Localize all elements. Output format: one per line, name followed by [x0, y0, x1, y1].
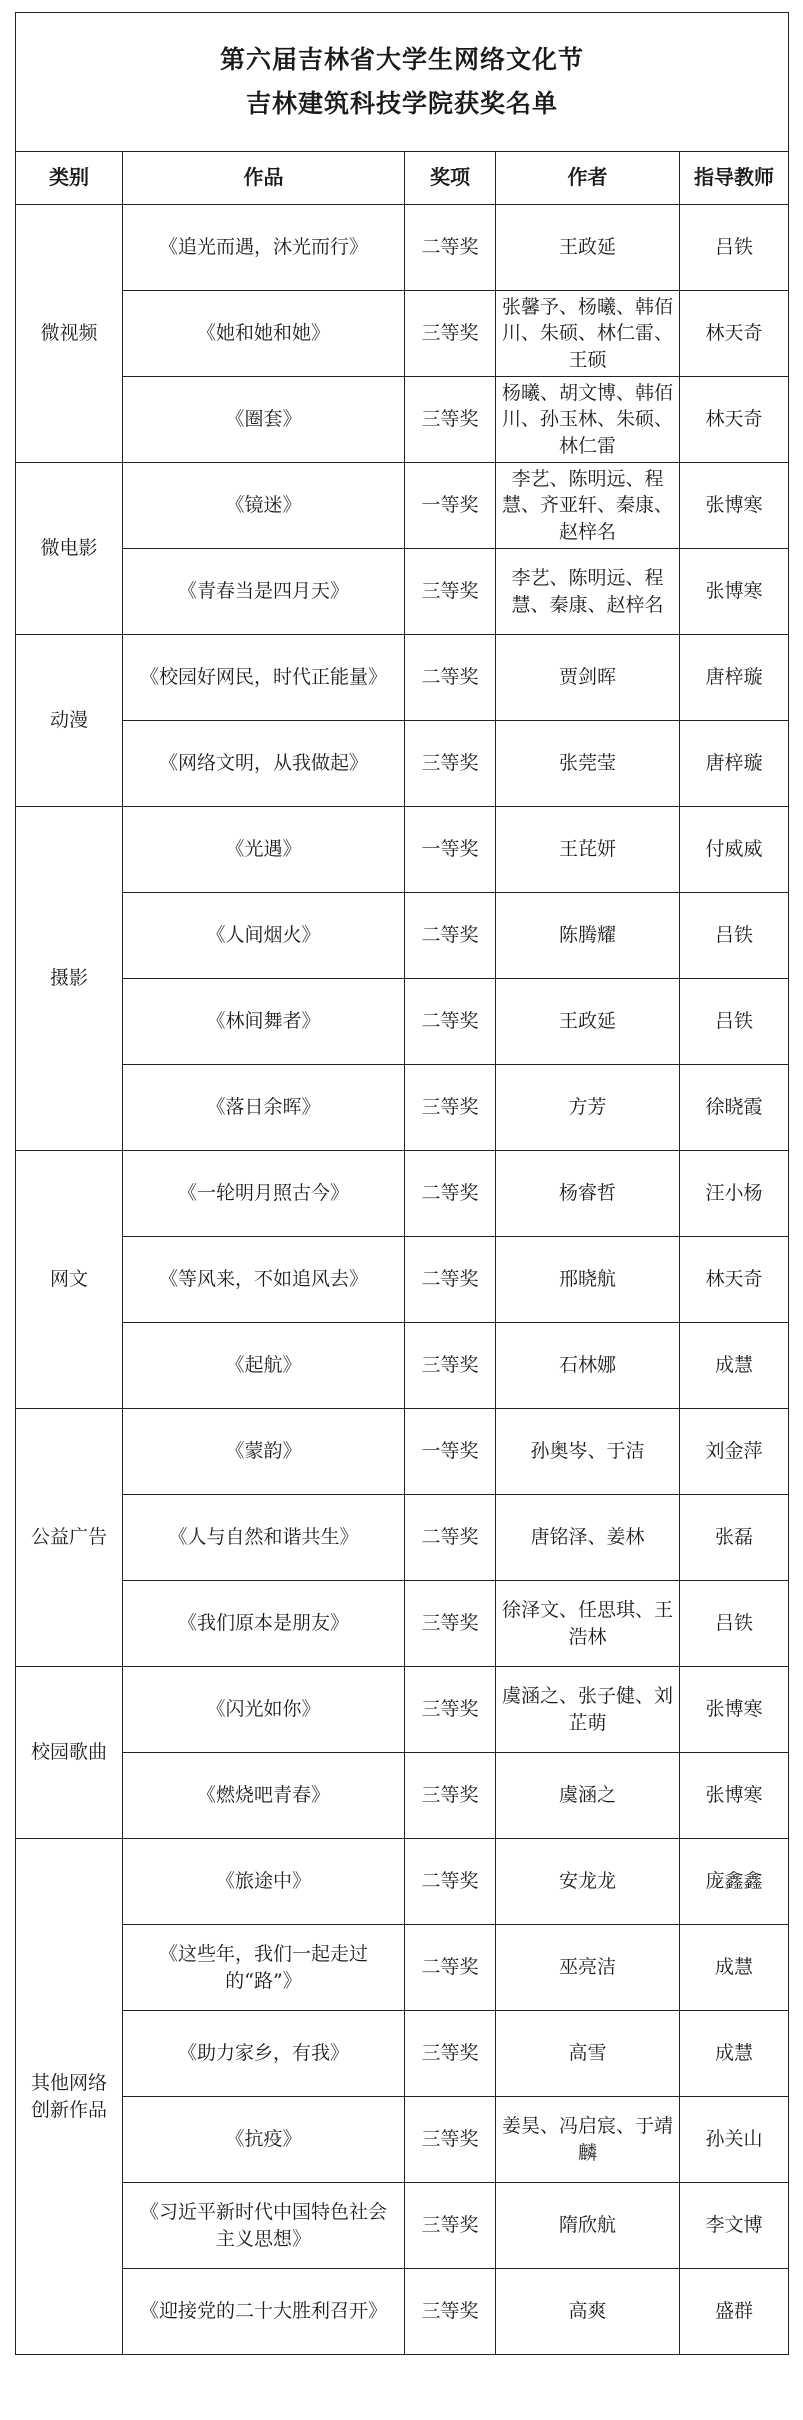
author-cell: 徐泽文、任思琪、王浩林 [496, 1581, 680, 1667]
title-line-2: 吉林建筑科技学院获奖名单 [246, 89, 559, 118]
author-cell: 杨曦、胡文博、韩佰川、孙玉林、朱硕、林仁雷 [496, 377, 680, 463]
teacher-cell: 盛群 [680, 2269, 789, 2355]
teacher-cell: 吕铁 [680, 893, 789, 979]
teacher-cell: 张博寒 [680, 549, 789, 635]
table-row [16, 549, 789, 635]
award-cell: 一等奖 [405, 463, 496, 549]
teacher-cell: 唐梓璇 [680, 721, 789, 807]
award-cell: 二等奖 [405, 635, 496, 721]
table-row [16, 979, 789, 1065]
category-cell: 微电影 [16, 463, 123, 635]
award-cell: 二等奖 [405, 205, 496, 291]
award-cell: 二等奖 [405, 893, 496, 979]
award-cell: 三等奖 [405, 1753, 496, 1839]
work-cell: 《追光而遇，沐光而行》 [123, 205, 405, 291]
teacher-cell: 林天奇 [680, 291, 789, 377]
author-cell: 虞涵之 [496, 1753, 680, 1839]
work-cell: 《助力家乡，有我》 [123, 2011, 405, 2097]
table-row [16, 721, 789, 807]
work-cell: 《她和她和她》 [123, 291, 405, 377]
table-row [16, 205, 789, 291]
table-row [16, 2097, 789, 2183]
table-row [16, 2183, 789, 2269]
table-header-row [16, 152, 789, 205]
work-cell: 《抗疫》 [123, 2097, 405, 2183]
work-cell: 《青春当是四月天》 [123, 549, 405, 635]
teacher-cell: 林天奇 [680, 377, 789, 463]
table-row [16, 1495, 789, 1581]
author-cell: 李艺、陈明远、程 慧、秦康、赵梓名 [496, 549, 680, 635]
teacher-cell: 李文博 [680, 2183, 789, 2269]
table-row [16, 1753, 789, 1839]
table-row [16, 893, 789, 979]
author-cell: 虞涵之、张子健、刘芷萌 [496, 1667, 680, 1753]
table-row [16, 1581, 789, 1667]
author-cell: 张馨予、杨曦、韩佰川、朱硕、林仁雷、王硕 [496, 291, 680, 377]
table-row [16, 2269, 789, 2355]
author-cell: 贾剑晖 [496, 635, 680, 721]
table-row [16, 807, 789, 893]
teacher-cell: 成慧 [680, 1323, 789, 1409]
work-cell: 《圈套》 [123, 377, 405, 463]
category-cell: 微视频 [16, 205, 123, 463]
award-cell: 二等奖 [405, 1839, 496, 1925]
author-cell: 陈腾耀 [496, 893, 680, 979]
table-row [16, 2011, 789, 2097]
award-cell: 三等奖 [405, 549, 496, 635]
author-cell: 张莞莹 [496, 721, 680, 807]
work-cell: 《等风来，不如追风去》 [123, 1237, 405, 1323]
award-cell: 三等奖 [405, 1065, 496, 1151]
work-cell: 《我们原本是朋友》 [123, 1581, 405, 1667]
award-cell: 一等奖 [405, 1409, 496, 1495]
teacher-cell: 张磊 [680, 1495, 789, 1581]
author-cell: 李艺、陈明远、程 慧、齐亚轩、秦康、赵梓名 [496, 463, 680, 549]
award-cell: 三等奖 [405, 291, 496, 377]
category-cell: 其他网络创新作品 [16, 1839, 123, 2355]
work-cell: 《校园好网民，时代正能量》 [123, 635, 405, 721]
work-cell: 《蒙韵》 [123, 1409, 405, 1495]
author-cell: 邢晓航 [496, 1237, 680, 1323]
award-cell: 三等奖 [405, 2097, 496, 2183]
award-cell: 二等奖 [405, 979, 496, 1065]
table-row [16, 1409, 789, 1495]
work-cell: 《起航》 [123, 1323, 405, 1409]
teacher-cell: 孙关山 [680, 2097, 789, 2183]
table-row [16, 1151, 789, 1237]
author-cell: 杨睿哲 [496, 1151, 680, 1237]
teacher-cell: 张博寒 [680, 463, 789, 549]
award-table [15, 12, 789, 2355]
award-cell: 三等奖 [405, 1323, 496, 1409]
table-row [16, 1323, 789, 1409]
work-cell: 《网络文明，从我做起》 [123, 721, 405, 807]
award-cell: 二等奖 [405, 1151, 496, 1237]
award-list-document [15, 12, 788, 2355]
award-cell: 三等奖 [405, 1667, 496, 1753]
table-row [16, 1667, 789, 1753]
award-cell: 三等奖 [405, 721, 496, 807]
table-row [16, 1925, 789, 2011]
table-row [16, 1237, 789, 1323]
author-cell: 安龙龙 [496, 1839, 680, 1925]
author-cell: 王政延 [496, 205, 680, 291]
work-cell: 《旅途中》 [123, 1839, 405, 1925]
work-cell: 《一轮明月照古今》 [123, 1151, 405, 1237]
author-cell: 隋欣航 [496, 2183, 680, 2269]
header-author: 作者 [496, 152, 680, 205]
teacher-cell: 成慧 [680, 2011, 789, 2097]
table-row [16, 377, 789, 463]
award-cell: 三等奖 [405, 2269, 496, 2355]
teacher-cell: 唐梓璇 [680, 635, 789, 721]
table-body [16, 205, 789, 2355]
category-cell: 公益广告 [16, 1409, 123, 1667]
teacher-cell: 林天奇 [680, 1237, 789, 1323]
award-cell: 三等奖 [405, 1581, 496, 1667]
work-cell: 《习近平新时代中国特色社会主义思想》 [123, 2183, 405, 2269]
teacher-cell: 汪小杨 [680, 1151, 789, 1237]
category-cell: 动漫 [16, 635, 123, 807]
award-cell: 二等奖 [405, 1925, 496, 2011]
author-cell: 巫亮洁 [496, 1925, 680, 2011]
teacher-cell: 刘金萍 [680, 1409, 789, 1495]
table-row [16, 463, 789, 549]
author-cell: 方芳 [496, 1065, 680, 1151]
work-cell: 《光遇》 [123, 807, 405, 893]
work-cell: 《镜迷》 [123, 463, 405, 549]
work-cell: 《林间舞者》 [123, 979, 405, 1065]
teacher-cell: 吕铁 [680, 205, 789, 291]
award-cell: 三等奖 [405, 377, 496, 463]
work-cell: 《迎接党的二十大胜利召开》 [123, 2269, 405, 2355]
author-cell: 孙奥岑、于洁 [496, 1409, 680, 1495]
teacher-cell: 吕铁 [680, 979, 789, 1065]
teacher-cell: 张博寒 [680, 1667, 789, 1753]
work-cell: 《人间烟火》 [123, 893, 405, 979]
category-cell: 网文 [16, 1151, 123, 1409]
author-cell: 王政延 [496, 979, 680, 1065]
category-cell: 校园歌曲 [16, 1667, 123, 1839]
table-row [16, 1065, 789, 1151]
category-cell: 摄影 [16, 807, 123, 1151]
table-row [16, 1839, 789, 1925]
author-cell: 高雪 [496, 2011, 680, 2097]
teacher-cell: 成慧 [680, 1925, 789, 2011]
table-row [16, 635, 789, 721]
header-work: 作品 [123, 152, 405, 205]
work-cell: 《这些年，我们一起走过的“路”》 [123, 1925, 405, 2011]
author-cell: 石林娜 [496, 1323, 680, 1409]
teacher-cell: 庞鑫鑫 [680, 1839, 789, 1925]
teacher-cell: 徐晓霞 [680, 1065, 789, 1151]
award-cell: 三等奖 [405, 2183, 496, 2269]
header-teacher: 指导教师 [680, 152, 789, 205]
work-cell: 《人与自然和谐共生》 [123, 1495, 405, 1581]
work-cell: 《燃烧吧青春》 [123, 1753, 405, 1839]
teacher-cell: 张博寒 [680, 1753, 789, 1839]
award-cell: 二等奖 [405, 1495, 496, 1581]
header-category: 类别 [16, 152, 123, 205]
award-cell: 一等奖 [405, 807, 496, 893]
author-cell: 唐铭泽、姜林 [496, 1495, 680, 1581]
author-cell: 姜昊、冯启宸、于靖麟 [496, 2097, 680, 2183]
work-cell: 《闪光如你》 [123, 1667, 405, 1753]
work-cell: 《落日余晖》 [123, 1065, 405, 1151]
table-row [16, 291, 789, 377]
award-cell: 二等奖 [405, 1237, 496, 1323]
header-award: 奖项 [405, 152, 496, 205]
title-line-1: 第六届吉林省大学生网络文化节 [220, 45, 585, 75]
award-cell: 三等奖 [405, 2011, 496, 2097]
teacher-cell: 付威威 [680, 807, 789, 893]
author-cell: 高爽 [496, 2269, 680, 2355]
author-cell: 王芘妍 [496, 807, 680, 893]
teacher-cell: 吕铁 [680, 1581, 789, 1667]
document-title [16, 13, 789, 152]
